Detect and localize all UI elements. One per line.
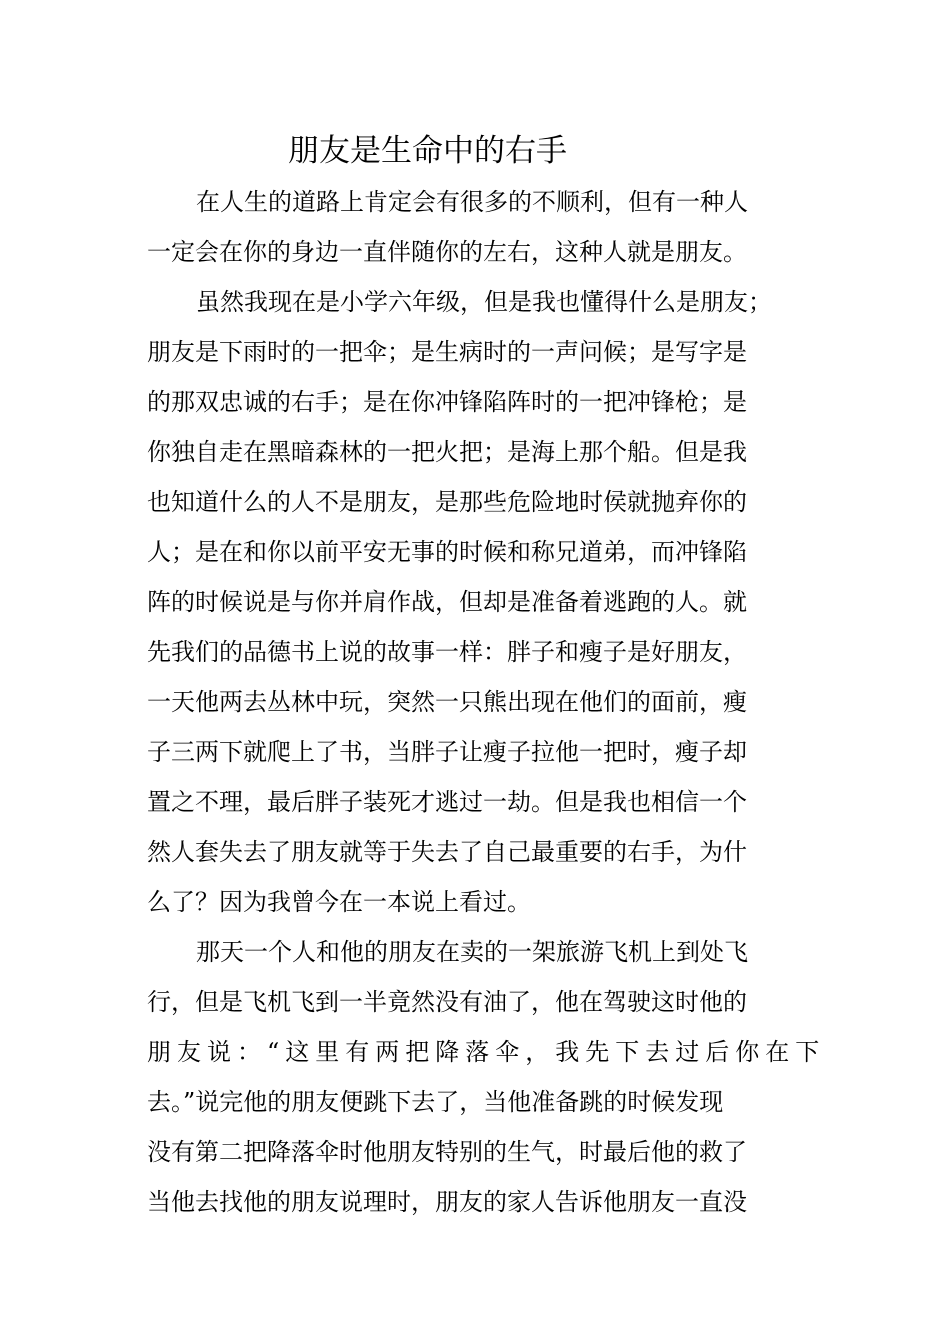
document-title: 朋友是生命中的右手: [288, 133, 567, 169]
text-line: 朋友是下雨时的一把伞；是生病时的一声问候；是写字是: [147, 338, 747, 366]
text-line: 你独自走在黑暗森林的一把火把；是海上那个船。但是我: [147, 438, 747, 466]
text-line: 阵的时候说是与你并肩作战，但却是准备着逃跑的人。就: [147, 588, 747, 616]
text-line: 当他去找他的朋友说理时，朋友的家人告诉他朋友一直没: [147, 1188, 747, 1216]
text-line: 一定会在你的身边一直伴随你的左右，这种人就是朋友。: [147, 238, 747, 266]
text-line: 然人套失去了朋友就等于失去了自己最重要的右手，为什: [147, 838, 747, 866]
text-line: 子三两下就爬上了书，当胖子让瘦子拉他一把时，瘦子却: [147, 738, 747, 766]
text-line: 的那双忠诚的右手；是在你冲锋陷阵时的一把冲锋枪；是: [147, 388, 747, 416]
text-line: 先我们的品德书上说的故事一样：胖子和瘦子是好朋友，: [147, 638, 747, 666]
text-line: 去。”说完他的朋友便跳下去了，当他准备跳的时候发现: [147, 1088, 724, 1116]
text-line: 一天他两去丛林中玩，突然一只熊出现在他们的面前，瘦: [147, 688, 747, 716]
text-line: 没有第二把降落伞时他朋友特别的生气，时最后他的救了: [147, 1138, 747, 1166]
text-line: 也知道什么的人不是朋友，是那些危险地时侯就抛弃你的: [147, 488, 747, 516]
text-line: 虽然我现在是小学六年级，但是我也懂得什么是朋友；: [196, 288, 772, 316]
text-line: 行，但是飞机飞到一半竟然没有油了，他在驾驶这时他的: [147, 988, 747, 1016]
text-line: 在人生的道路上肯定会有很多的不顺利，但有一种人: [196, 188, 748, 216]
text-line: 么了？因为我曾今在一本说上看过。: [147, 888, 531, 916]
text-line: 朋友说：“这里有两把降落伞，我先下去过后你在下: [147, 1038, 826, 1066]
text-line: 人；是在和你以前平安无事的时候和称兄道弟，而冲锋陷: [147, 538, 747, 566]
text-line: 置之不理，最后胖子装死才逃过一劫。但是我也相信一个: [147, 788, 747, 816]
text-line: 那天一个人和他的朋友在卖的一架旅游飞机上到处飞: [196, 938, 748, 966]
